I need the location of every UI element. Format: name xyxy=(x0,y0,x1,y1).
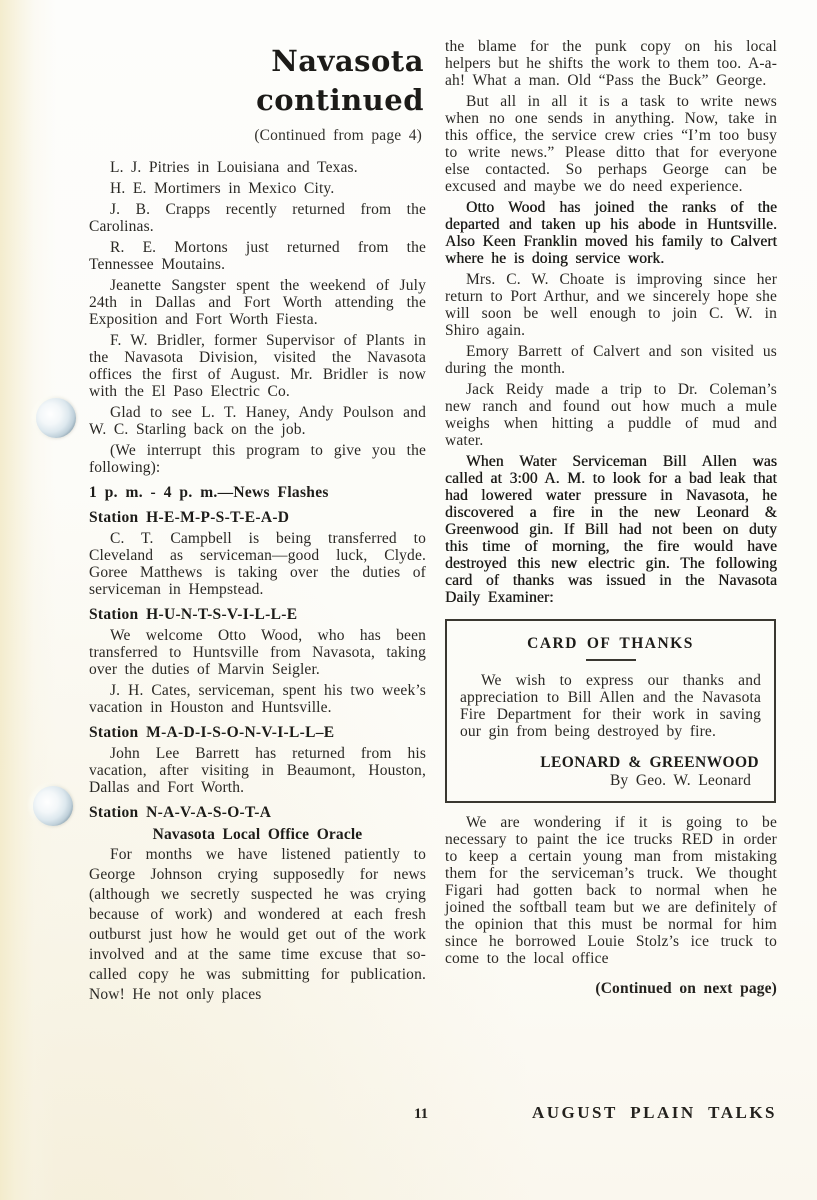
article-title-line2: continued xyxy=(256,83,424,117)
paragraph-task-to-write: But all in all it is a task to write news when no one sends in anything. Now, take in this office, the service crew cries “I’m too busy to write news.” Please ditto that for everyone else contacted. So perhaps George can be excused and maybe we do need experience. xyxy=(445,93,777,195)
card-by-line: By Geo. W. Leonard xyxy=(609,772,751,789)
punch-hole-icon xyxy=(33,786,73,826)
paragraph-bridler: F. W. Bridler, former Supervisor of Plants in the Navasota Division, visited the Navasota offices the first of August. Mr. Bridler is now with the El Paso Electric Co. xyxy=(89,332,426,400)
card-of-thanks-box xyxy=(445,619,776,803)
paragraph-barrett: John Lee Barrett has returned from his vacation, after visiting in Beaumont, Houston, Dallas and Fort Worth. xyxy=(89,745,426,796)
paragraph-pitries: L. J. Pitries in Louisiana and Texas. xyxy=(110,159,358,176)
card-signature: LEONARD & GREENWOOD xyxy=(540,754,759,771)
heading-station-navasota: Station N-A-V-A-S-O-T-A xyxy=(89,804,272,821)
heading-news-flashes: 1 p. m. - 4 p. m.—News Flashes xyxy=(89,484,329,501)
paragraph-choate: Mrs. C. W. Choate is improving since her return to Port Arthur, and we sincerely hope she will soon be well enough to join C. W. in Shiro again. xyxy=(445,271,778,339)
paragraph-otto-wood-departed: Otto Wood has joined the ranks of the departed and taken up his abode in Huntsville. Also Keen Franklin moved his family to Calvert where he is doing service work. xyxy=(445,199,777,267)
continued-from-note: (Continued from page 4) xyxy=(254,127,422,144)
paragraph-interrupt: (We interrupt this program to give you the following): xyxy=(89,442,426,476)
paragraph-ice-trucks: We are wondering if it is going to be necessary to paint the ice trucks RED in order to keep a certain young man from mistaking them for the serviceman’s truck. We thought Figari had gotten back to normal when he joined the softball team but we are definitely of the opinion that this must be normal for him since he borrowed Louie Stolz’s ice truck to come to the local office xyxy=(445,814,777,967)
left-column xyxy=(89,42,426,1009)
paragraph-emory-barrett: Emory Barrett of Calvert and son visited us during the month. xyxy=(445,343,777,377)
heading-station-hempstead: Station H-E-M-P-S-T-E-A-D xyxy=(89,509,290,526)
card-title-rule xyxy=(586,659,636,661)
paragraph-campbell: C. T. Campbell is being transferred to Cleveland as serviceman—good luck, Clyde. Goree Matthews is taking over the duties of serviceman in Hempstead. xyxy=(89,530,426,598)
paragraph-crapps: J. B. Crapps recently returned from the Carolinas. xyxy=(89,201,426,235)
punch-hole-icon xyxy=(36,398,76,438)
paragraph-mortimers: H. E. Mortimers in Mexico City. xyxy=(110,180,335,197)
heading-local-office-oracle: Navasota Local Office Oracle xyxy=(152,826,363,843)
card-of-thanks-title: CARD OF THANKS xyxy=(527,635,694,652)
paragraph-sangster: Jeanette Sangster spent the weekend of July 24th in Dallas and Fort Worth attending the Exposition and Fort Worth Fiesta. xyxy=(89,277,426,328)
paragraph-oracle: For months we have listened patiently to George Johnson crying supposedly for news (although we secretly suspected he was crying because of work) and wondered at each fresh outburst just how he would get out of the work involved and at the same time excuse that so-called copy he was submitting for publication. Now! He not only places xyxy=(89,846,426,1003)
paragraph-mortons: R. E. Mortons just returned from the Tennessee Moutains. xyxy=(89,239,426,273)
paragraph-blame: the blame for the punk copy on his local helpers but he shifts the work to them too. A-a-ah! What a man. Old “Pass the Buck” George. xyxy=(445,38,777,89)
page-number: 11 xyxy=(414,1106,429,1122)
paragraph-cates: J. H. Cates, serviceman, spent his two week’s vacation in Houston and Huntsville. xyxy=(89,682,426,716)
paragraph-jack-reidy: Jack Reidy made a trip to Dr. Coleman’s new ranch and found out how much a mule weighs when hitting a puddle of mud and water. xyxy=(445,381,777,449)
article-title-line1: Navasota xyxy=(271,44,424,78)
card-of-thanks-body: We wish to express our thanks and appreciation to Bill Allen and the Navasota Fire Department for their work in saving our gin from being destroyed by fire. xyxy=(460,672,761,740)
right-column xyxy=(445,38,777,997)
paragraph-bill-allen-fire: When Water Serviceman Bill Allen was called at 3:00 A. M. to look for a bad leak that had lowered water pressure in Navasota, he discovered a fire in the new Leonard & Greenwood gin. If Bill had not been on duty this time of morning, the fire would have destroyed this new electric gin. The following card of thanks was issued in the Navasota Daily Examiner: xyxy=(445,453,777,606)
heading-station-huntsville: Station H-U-N-T-S-V-I-L-L-E xyxy=(89,606,298,623)
heading-station-madisonville: Station M-A-D-I-S-O-N-V-I-L-L–E xyxy=(89,724,335,741)
continued-next-page-note: (Continued on next page) xyxy=(595,980,777,997)
paragraph-otto-wood-welcome: We welcome Otto Wood, who has been transferred to Huntsville from Navasota, taking over the duties of Marvin Seigler. xyxy=(89,627,426,678)
publication-title: AUGUST PLAIN TALKS xyxy=(532,1103,777,1122)
paragraph-haney: Glad to see L. T. Haney, Andy Poulson and W. C. Starling back on the job. xyxy=(89,404,426,438)
